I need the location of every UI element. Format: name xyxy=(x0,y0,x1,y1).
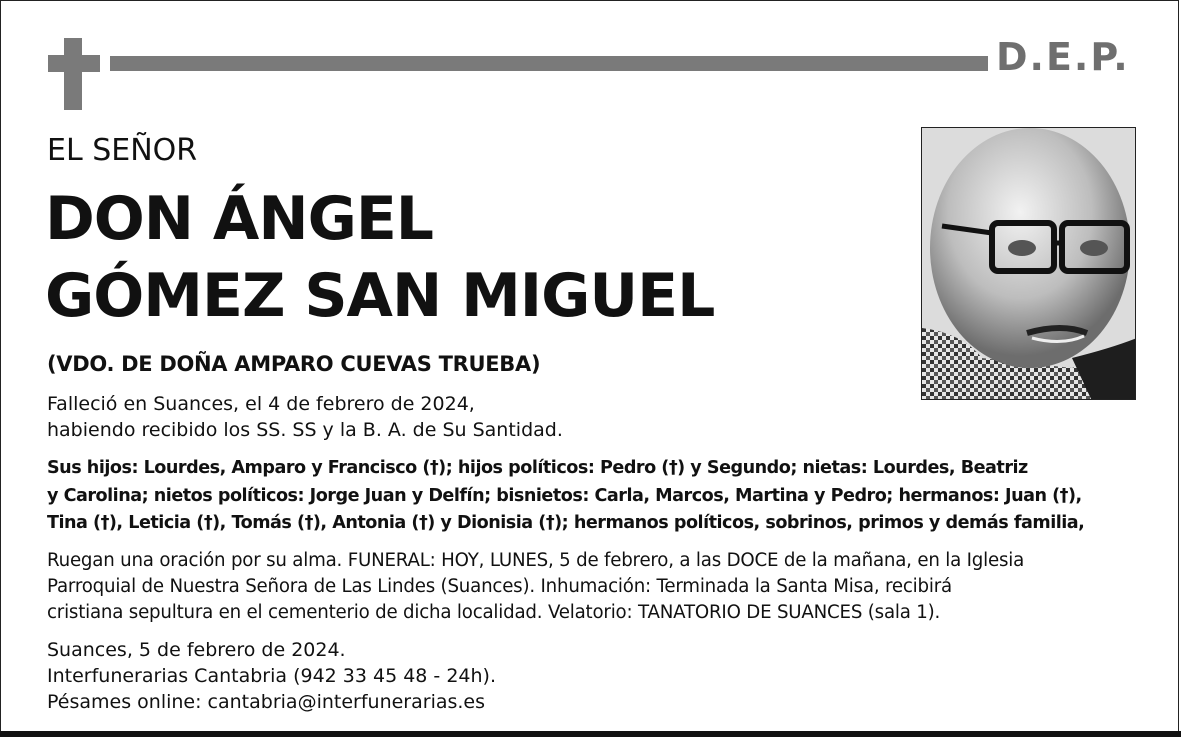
closing-info xyxy=(47,637,496,715)
closing-date: Suances, 5 de febrero de 2024. xyxy=(47,639,346,661)
death-details xyxy=(47,391,563,443)
bottom-border xyxy=(0,731,1181,737)
funeral-details xyxy=(47,548,1157,626)
funeral-line: cristiana sepultura en el cementerio de dicha localidad. Velatorio: TANATORIO DE SUANCES (sala 1). xyxy=(47,602,941,623)
funeral-line: Ruegan una oración por su alma. FUNERAL: HOY, LUNES, 5 de febrero, a las DOCE de la mañana, en la Iglesia xyxy=(47,550,1025,571)
family-line: y Carolina; nietos políticos: Jorge Juan y Delfín; bisnietos: Carla, Marcos, Martina y Pedro; hermanos: Juan (†), xyxy=(47,485,1082,506)
dep-label: D.E.P. xyxy=(996,35,1130,79)
deceased-name-line1: DON ÁNGEL xyxy=(45,184,434,254)
death-line: Falleció en Suances, el 4 de febrero de 2024, xyxy=(47,393,475,415)
condolences-email: Pésames online: cantabria@interfunerarias.es xyxy=(47,691,486,713)
funeral-line: Parroquial de Nuestra Señora de Las Lindes (Suances). Inhumación: Terminada la Santa Misa, recibirá xyxy=(47,576,952,597)
portrait-photo xyxy=(921,127,1136,400)
family-list xyxy=(47,455,1157,538)
deceased-name-line2: GÓMEZ SAN MIGUEL xyxy=(45,261,715,331)
honorific: EL SEÑOR xyxy=(47,133,198,168)
family-line: Sus hijos: Lourdes, Amparo y Francisco (†); hijos políticos: Pedro (†) y Segundo; nietas: Lourdes, Beatriz xyxy=(47,458,1028,478)
death-line: habiendo recibido los SS. SS y la B. A. de Su Santidad. xyxy=(47,419,563,441)
widow-of: (VDO. DE DOÑA AMPARO CUEVAS TRUEBA) xyxy=(47,352,541,376)
portrait-image xyxy=(922,128,1136,400)
cross-icon xyxy=(48,38,100,110)
family-line: Tina (†), Leticia (†), Tomás (†), Antonia (†) y Dionisia (†); hermanos políticos, sobrinos, primos y demás familia, xyxy=(47,513,1085,533)
funeral-home: Interfunerarias Cantabria (942 33 45 48 - 24h). xyxy=(47,665,496,687)
header-rule xyxy=(110,56,988,71)
